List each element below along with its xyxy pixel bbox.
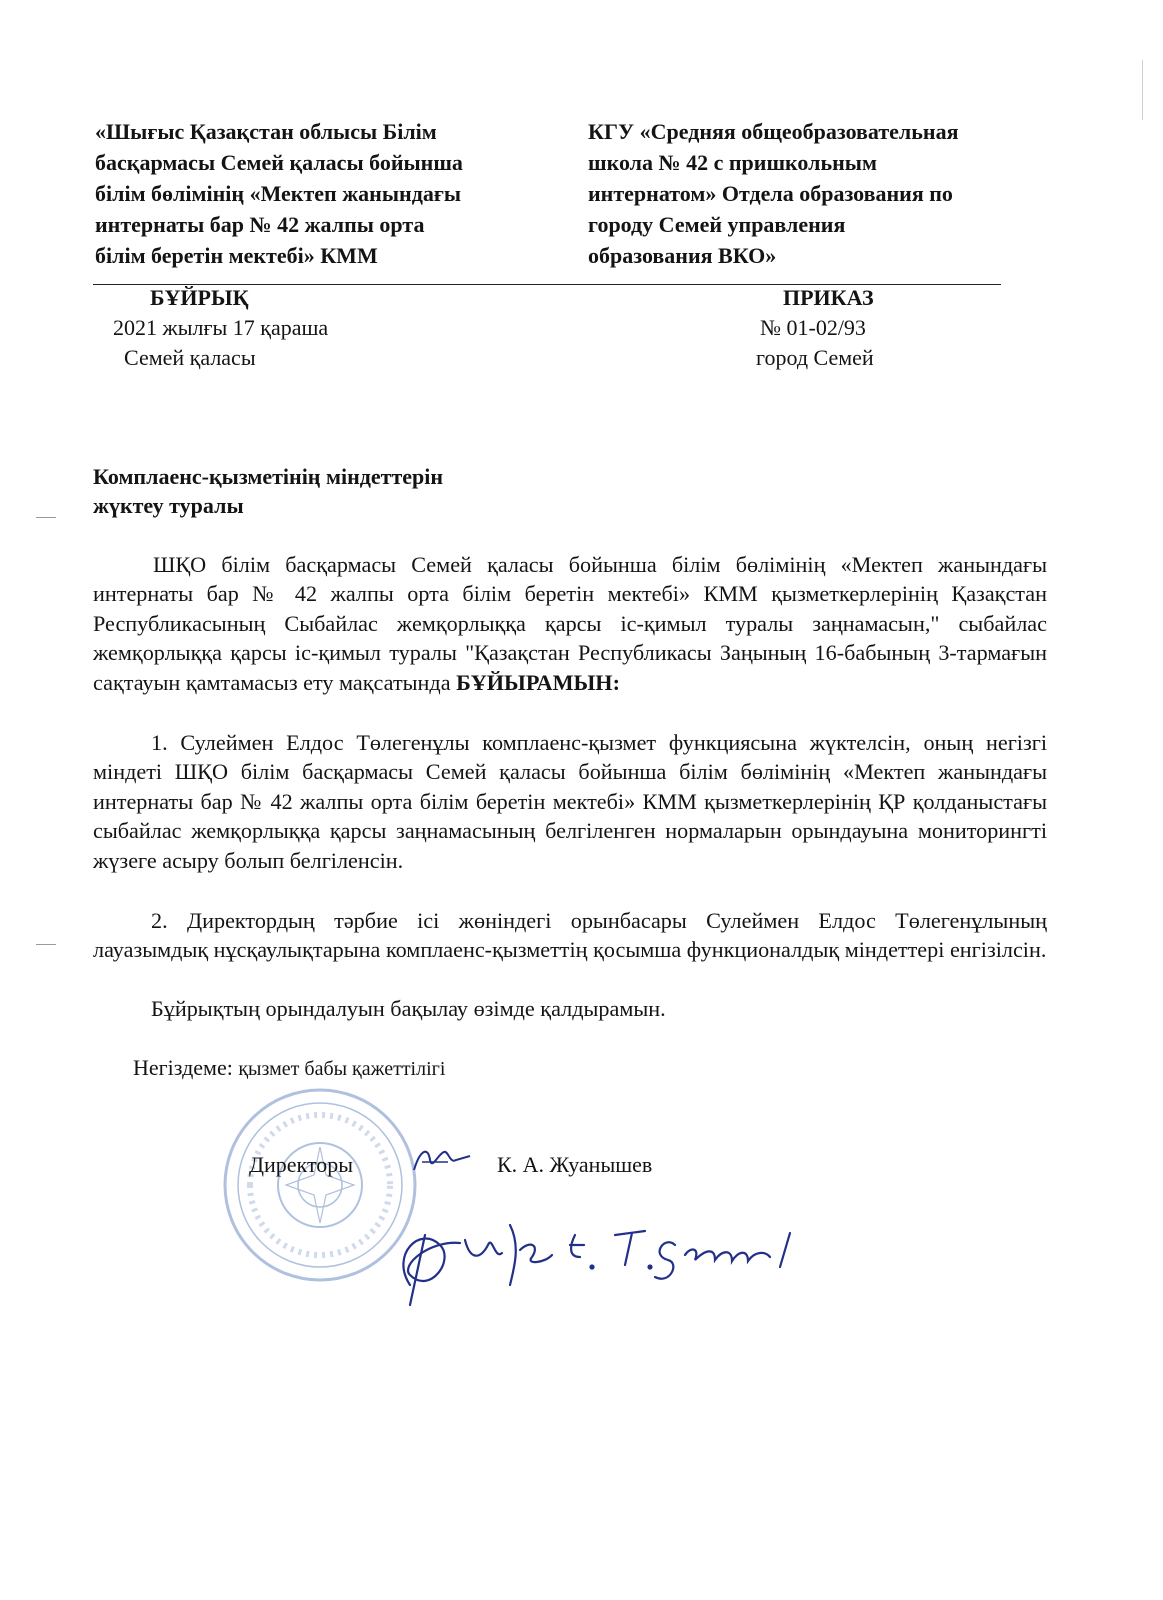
header-kz-line: басқармасы Семей қаласы бойынша (95, 150, 463, 175)
header-ru-line: городу Семей управления (588, 212, 846, 237)
order-number: № 01-02/93 (760, 315, 866, 340)
header-kz-line: білім беретін мектебі» КММ (95, 243, 378, 268)
scan-artifact (1142, 60, 1143, 120)
header-ru-line: КГУ «Средняя общеобразовательная (588, 119, 959, 144)
intro-text: ШҚО білім басқармасы Семей қаласы бойынша білім бөлімінің «Мектеп жанындағы интернаты бар № 42 жалпы орта білім беретін мектебі» КММ қызметкерлерінің Қазақстан Республикасының Сыбайлас жемқорлыққа қарсы іс-қимыл туралы заңнамасын," сыбайлас жемқорлыққа қарсы іс-қимыл туралы "Қазақстан Республикасы Заңының 16-бабының 3-тармағын сақтауын қамтамасыз ету мақсатында (93, 552, 1047, 695)
header-ru-line: интернатом» Отдела образования по (588, 181, 953, 206)
director-role: Директоры (249, 1152, 354, 1177)
header-kz (95, 116, 463, 271)
basis (133, 1053, 445, 1084)
control-sentence: Бұйрықтың орындалуын бақылау өзімде қалдырамын. (151, 996, 666, 1021)
header-kz-line: «Шығыс Қазақстан облысы Білім (95, 119, 437, 144)
header-ru-line: школа № 42 с пришкольным (588, 150, 877, 175)
order-city-kz: Семей қаласы (124, 345, 256, 370)
item-2: 2. Директордың тәрбие ісі жөніндегі орынбасары Сулеймен Елдос Төлегенұлының лауазымдық нұсқаулықтарына комплаенс-қызметтің қосымша функционалдық міндеттері енгізілсін. (93, 908, 1047, 963)
order-date: 2021 жылғы 17 қараша (113, 315, 329, 340)
header-kz-line: білім бөлімінің «Мектеп жанындағы (95, 181, 462, 206)
item-1: 1. Сулеймен Елдос Төлегенұлы комплаенс-қызмет функциясына жүктелсін, оның негізгі міндеті ШҚО білім басқармасы Семей қаласы бойынша білім бөлімінің «Мектеп жанындағы интернаты бар № 42 жалпы орта білім беретін мектебі» КММ қызметкерлерінің ҚР қолданыстағы сыбайлас жемқорлыққа қарсы заңнамасының белгіленген нормаларын орындауына мониторингті жүзеге асыру болып белгіленсін. (93, 730, 1047, 873)
basis-value: қызмет бабы қажеттілігі (238, 1058, 446, 1080)
director-signature (408, 1140, 478, 1180)
subject-line-2: жүктеу туралы (93, 493, 244, 518)
order-title-ru: ПРИКАЗ (783, 285, 874, 310)
header-ru-line: образования ВКО» (588, 243, 777, 268)
scan-artifact (36, 517, 56, 518)
handwritten-signature (370, 1205, 830, 1315)
order-word: БҰЙЫРАМЫН: (456, 669, 620, 695)
order-title-kz: БҰЙРЫҚ (150, 285, 249, 310)
order-city-ru: город Семей (756, 345, 874, 370)
scan-artifact (36, 944, 56, 945)
director-name: К. А. Жуанышев (497, 1152, 653, 1177)
header-ru (588, 116, 958, 271)
subject-line-1: Комплаенс-қызметінің міндеттерін (93, 464, 444, 489)
header-kz-line: интернаты бар № 42 жалпы орта (95, 212, 425, 237)
intro-paragraph (93, 550, 1047, 697)
basis-label: Негіздеме: (133, 1055, 233, 1080)
